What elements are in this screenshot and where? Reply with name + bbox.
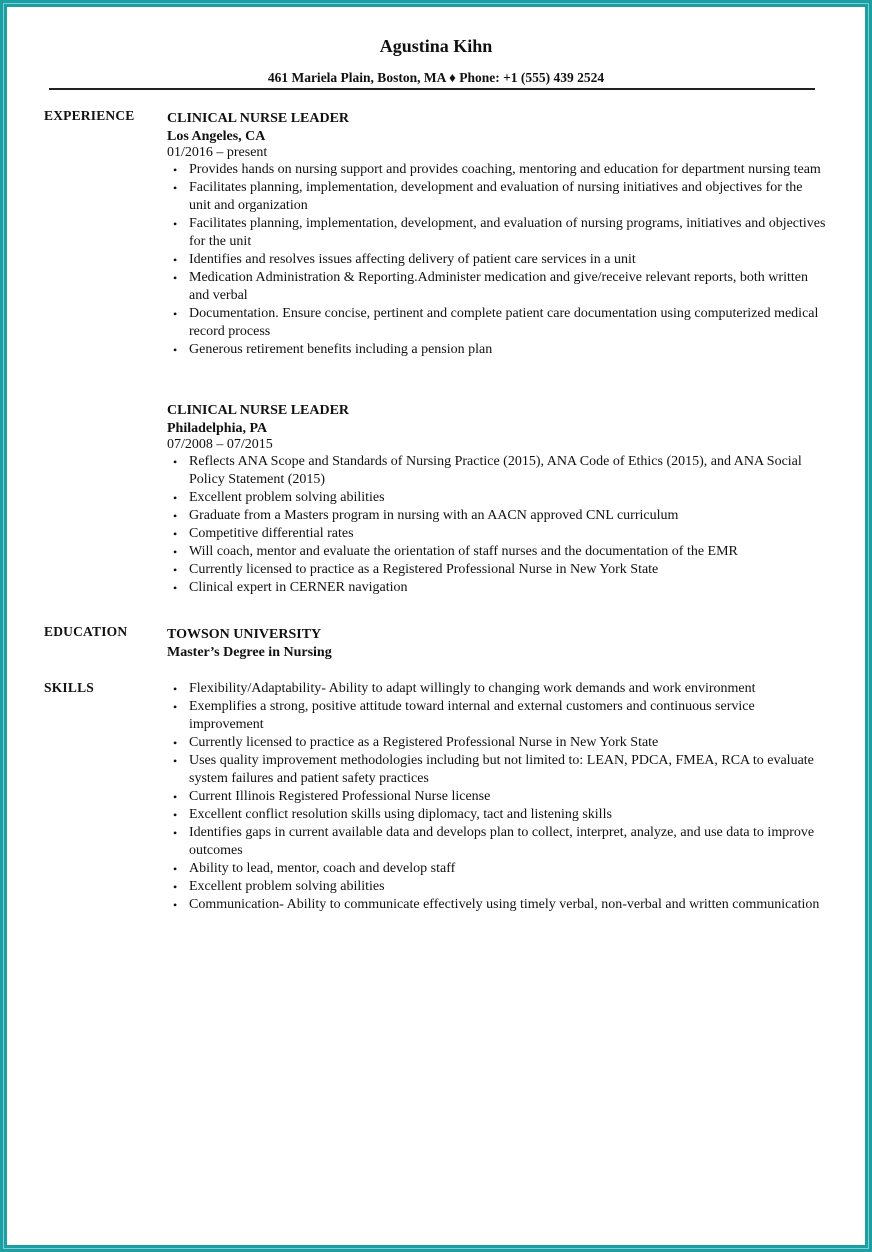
job-title: CLINICAL NURSE LEADER	[167, 403, 350, 418]
list-item: • Documentation. Ensure concise, pertinent and complete patient care documentation using computerized medical record process	[167, 305, 827, 341]
list-item: • Generous retirement benefits including a pension plan	[167, 341, 827, 359]
list-item: • Provides hands on nursing support and provides coaching, mentoring and education for department nursing team	[167, 161, 827, 179]
list-item: • Currently licensed to practice as a Registered Professional Nurse in New York State	[167, 561, 827, 579]
list-item: • Ability to lead, mentor, coach and develop staff	[167, 860, 827, 878]
resume-page	[4, 4, 868, 1248]
school-name: TOWSON UNIVERSITY	[167, 627, 322, 642]
list-item: • Competitive differential rates	[167, 525, 827, 543]
skills-list-block	[167, 680, 827, 914]
candidate-name: Agustina Kihn	[379, 36, 493, 56]
job-dates: 01/2016 – present	[167, 145, 268, 160]
list-item: • Exemplifies a strong, positive attitude toward internal and external customers and continuous service improvement	[167, 698, 827, 734]
skills-section-label: SKILLS	[44, 680, 94, 695]
list-item: • Clinical expert in CERNER navigation	[167, 579, 827, 597]
job-location: Philadelphia, PA	[167, 421, 268, 436]
header-divider	[49, 88, 815, 90]
list-item: • Excellent problem solving abilities	[167, 489, 827, 507]
experience-entry-1	[167, 110, 827, 359]
list-item: • Currently licensed to practice as a Registered Professional Nurse in New York State	[167, 734, 827, 752]
education-entry	[167, 626, 827, 661]
list-item: • Reflects ANA Scope and Standards of Nursing Practice (2015), ANA Code of Ethics (2015), and ANA Social Policy Statement (2015)	[167, 453, 827, 489]
education-section-label: EDUCATION	[44, 624, 128, 639]
job-location: Los Angeles, CA	[167, 129, 266, 144]
list-item: • Medication Administration & Reporting.Administer medication and give/receive relevant reports, both written and verbal	[167, 269, 827, 305]
list-item: • Excellent problem solving abilities	[167, 878, 827, 896]
degree: Master’s Degree in Nursing	[167, 645, 332, 660]
list-item: • Flexibility/Adaptability- Ability to adapt willingly to changing work demands and work environment	[167, 680, 827, 698]
job-bullet-list	[167, 161, 827, 359]
job-dates: 07/2008 – 07/2015	[167, 437, 273, 452]
list-item: • Communication- Ability to communicate effectively using timely verbal, non-verbal and written communication	[167, 896, 827, 914]
list-item: • Identifies gaps in current available data and develops plan to collect, interpret, analyze, and use data to improve outcomes	[167, 824, 827, 860]
list-item: • Current Illinois Registered Professional Nurse license	[167, 788, 827, 806]
job-bullet-list	[167, 453, 827, 597]
list-item: • Will coach, mentor and evaluate the orientation of staff nurses and the documentation of the EMR	[167, 543, 827, 561]
list-item: • Excellent conflict resolution skills using diplomacy, tact and listening skills	[167, 806, 827, 824]
job-title: CLINICAL NURSE LEADER	[167, 111, 350, 126]
contact-line: 461 Mariela Plain, Boston, MA ♦ Phone: +1 (555) 439 2524	[267, 70, 605, 85]
skills-bullet-list	[167, 680, 827, 914]
list-item: • Identifies and resolves issues affecting delivery of patient care services in a unit	[167, 251, 827, 269]
list-item: • Uses quality improvement methodologies including but not limited to: LEAN, PDCA, FMEA, RCA to evaluate system failures and patient safety practices	[167, 752, 827, 788]
experience-entry-2	[167, 402, 827, 597]
list-item: • Facilitates planning, implementation, development and evaluation of nursing initiatives and objectives for the unit and organization	[167, 179, 827, 215]
list-item: • Graduate from a Masters program in nursing with an AACN approved CNL curriculum	[167, 507, 827, 525]
list-item: • Facilitates planning, implementation, development, and evaluation of nursing programs, initiatives and objectives for the unit	[167, 215, 827, 251]
experience-section-label: EXPERIENCE	[44, 108, 135, 123]
